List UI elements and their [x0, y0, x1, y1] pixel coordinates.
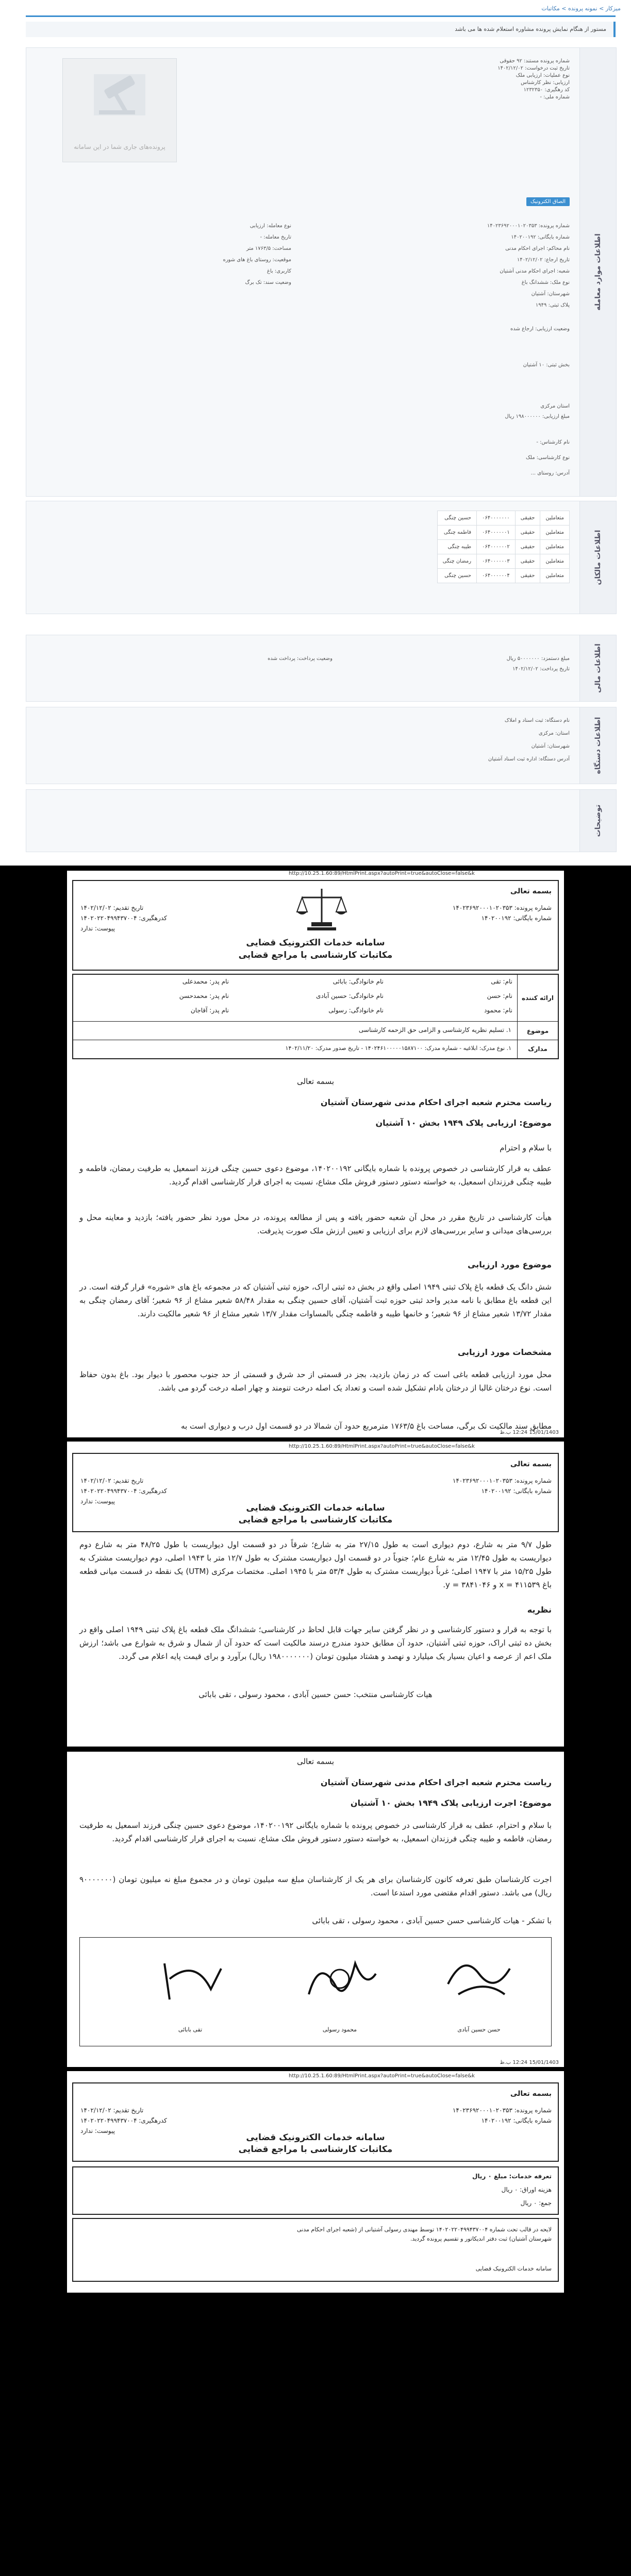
section-label: اطلاعات مالکان [579, 501, 616, 614]
case-field: شعبه: اجرای احکام مدنی آشتیان [500, 268, 570, 274]
case-field: شماره پرونده مستند: ۹۲ حقوقی [500, 58, 570, 64]
judiciary-emblem-icon [296, 886, 347, 933]
case-field: پلاک ثبتی: ۱۹۴۹ [535, 302, 570, 308]
case-field: وضعیت ارزیابی: ارجاع شده [510, 326, 570, 332]
paragraph: با توجه به قرار و دستور کارشناسی و در نظر گرفتن سایر جهات قابل لحاظ در کارشناسی؛ ششدانگ ملک قطعه باغ پلاک ثبتی ۱۹۴۹ اصلی واقع در بخش ده ثبتی اراک، حوزه ثبتی آشتیان، حدود آن مطابق حدود مندرج درسند مالکیت است که حدود آن از شمال و شرق به شوارع می باشد؛ ارزش ملک اعم از عرصه و اعیان بسیار یک میلیارد و نهصد و هشتاد میلیون تومان (۱۹۸۰۰۰۰۰۰۰ ریال) برآورد و برای قیمت پایه اعلام می گردد. [79, 1625, 552, 1661]
notes-section [26, 789, 617, 852]
table-row: متعاملین حقیقی ۰۶۴۰۰۰۰۰۰۴ حسین چنگی [437, 569, 569, 583]
web-panel [0, 0, 631, 866]
document-header: بسمه تعالی شماره پرونده: ۱۴۰۲۳۶۹۲۰۰۰۱۰۲۰۳۵۳ شماره بایگانی: ۱۴۰۲۰۰۱۹۲ تاریخ تقدیم: ۱۴۰۲/۱۲/۰۲ کدرهگیری: ۱۴۰۲۰۲۲۰۴۹۹۴۳۷۰۰۴ پیوست: ندارد سامانه خدمات الکترونیک قضایی مکاتبات کارشناسی با مراجع قضایی [72, 2082, 559, 2162]
signature-image [438, 1943, 520, 2015]
case-field: شماره پرونده: ۱۴۰۲۳۶۹۲۰۰۰۱۰۲۰۳۵۳ [487, 223, 570, 229]
case-image [62, 58, 177, 162]
paragraph: مطابق سند مالکیت تک برگی، مساحت باغ ۱۷۶۳/۵ مترمربع حدود آن شمالا در دو قسمت اول درب و دیواری است به [181, 1421, 552, 1431]
case-field: شماره ملی: - [540, 94, 570, 100]
case-field: تاریخ معامله: - [260, 234, 291, 240]
case-field: آدرس: روستای ... [530, 470, 570, 476]
section-label: اطلاعات مالی [579, 635, 616, 701]
case-field: موقعیت: روستای باغ های شوره [223, 257, 291, 263]
case-field: مساحت: ۱۷۶۳/۵ متر [246, 246, 291, 251]
financial-field: تاریخ پرداخت: ۱۴۰۲/۱۲/۰۲ [512, 666, 570, 672]
breadcrumb[interactable]: میزکار > نمونه پرونده > مکاتبات [541, 5, 621, 12]
addressee: ریاست محترم شعبه اجرای احکام مدنی شهرستان آشتیان [320, 1097, 552, 1107]
signer-name: حسن حسین آبادی [457, 2026, 501, 2033]
subject-heading: موضوع: ارزیابی پلاک ۱۹۴۹ بخش ۱۰ آشتیان [375, 1118, 552, 1128]
case-number: شماره پرونده: ۱۴۰۲۳۶۹۲۰۰۰۱۰۲۰۳۵۳ [452, 904, 552, 911]
table-row: متعاملین حقیقی ۰۶۴۰۰۰۰۰۰۲ طیبه چنگی [437, 540, 569, 554]
image-caption: پرونده‌های جاری شما در این سامانه [74, 143, 165, 150]
device-field: شهرستان: آشتیان [531, 743, 570, 749]
devices-section [26, 707, 617, 784]
case-field: نوع کارشناسی: ملک [525, 455, 570, 461]
financial-field: وضعیت پرداخت: پرداخت شده [268, 656, 333, 662]
case-field: کاربری: باغ [267, 268, 291, 274]
case-field: ارزیابی: نظر کارشناس [521, 80, 570, 86]
fee-service: تعرفه خدمات: مبلغ ۰ ریال [472, 2173, 552, 2180]
fee-total: جمع: ۰ ریال [520, 2199, 552, 2207]
documents-label: مدارک [517, 1040, 558, 1058]
paragraph: اجرت کارشناسان طبق تعرفه کانون کارشناسان برای هر یک از کارشناسان مبلغ سه میلیون تومان و در مجموع مبلغ نه میلیون تومان (۹۰۰۰۰۰۰۰ ریال) می باشد. دستور اقدام مقتضی مورد استدعا است. [79, 1875, 552, 1897]
case-field: شهرستان: آشتیان [531, 291, 570, 297]
greeting: با سلام و احترام [500, 1143, 552, 1153]
addressee: ریاست محترم شعبه اجرای احکام مدنی شهرستان آشتیان [320, 1777, 552, 1787]
tracking-code: کدرهگیری: ۱۴۰۲۰۲۲۰۴۹۹۴۳۷۰۰۴ [80, 914, 167, 922]
signer-name: محمود رسولی [322, 2026, 357, 2033]
sender-label: ارائه کننده [517, 975, 558, 1021]
case-field: استان مرکزی [540, 403, 570, 409]
print-url: http://10.25.1.60:89/HtmlPrint.aspx?autoPrint=true&autoClose=false&k [289, 1444, 475, 1449]
owners-section [26, 501, 617, 614]
fee-paper: هزینه اوراق: ۰ ریال [501, 2186, 552, 2193]
subject-label: موضوع [517, 1021, 558, 1040]
section-label: اطلاعات موارد معامله [579, 48, 616, 496]
fees-box [72, 2166, 559, 2215]
device-field: استان: مرکزی [538, 731, 570, 736]
document-page-2 [67, 1752, 564, 2293]
signature-image [298, 1943, 381, 2015]
subject-heading: موضوع: اجرت ارزیابی پلاک ۱۹۴۹ بخش ۱۰ آشتیان [350, 1798, 552, 1808]
experts-line: هیات کارشناسی منتخب: حسن حسین آبادی ، محمود رسولی ، تقی بابائی [198, 1690, 433, 1699]
case-field: مبلغ ارزیابی: ۱۹۸۰۰۰۰۰۰ ریال [505, 414, 570, 419]
top-divider [26, 15, 616, 17]
print-timestamp: 15/01/1403 12:24 ب.ظ [500, 2060, 559, 2065]
body-bismillah: بسمه تعالی [296, 1077, 335, 1086]
paragraph: شش دانگ یک قطعه باغ پلاک ثبتی ۱۹۴۹ اصلی واقع در بخش ده ثبتی اراک، حوزه ثبتی آشتیان که در مجموعه باغ های «شوره» قرار گرفته است. در این قطعه باغ مطابق با نامه مدیر واحد ثبتی حوزه ثبت آشتیان، آقای حسین چنگی به مقدار ۵۸/۴۸ شعیر مشاع از ۹۶ شعیر؛ آقای رمضان چنگی به مقدار ۱۳/۷۲ شعیر مشاع از ۹۶ شعیر؛ و خانمها طیبه و فاطمه چنگی بالمساوات مقدار ۱۳/۷ شعیر مشاع از ۹۶ شعیر مالکیت دارند. [79, 1282, 552, 1318]
case-field: نوع ملک: ششدانگ باغ [521, 280, 570, 285]
paragraph: محل مورد ارزیابی قطعه باغی است که در زمان بازدید، بجز در قسمتی از حد شرق و قسمتی از حد جنوب محصور با دیوار بود. باغ بدون حفاظ است. نوع درختان غالبا از درختان بادام تشکیل شده است و تعداد یک اصله درخت تنومند و چهار اصله درخت گردو می باشد. [79, 1370, 552, 1393]
body-bismillah: بسمه تعالی [296, 1757, 335, 1766]
paragraph: با سلام و احترام، عطف به قرار کارشناسی در خصوص پرونده با شماره بایگانی ۱۴۰۲۰۰۱۹۲، موضوع دعوی حسین چنگی فرزند اسمعیل به طرفیت رمضان، فاطمه و طیبه چنگی فرزندان اسمعیل، به خواسته دستور دستور فروش ملک مشاع، نسبت به اجرای قرار کارشناسی اقدام گردید. [79, 1821, 552, 1843]
section-heading: موضوع مورد ارزیابی [468, 1260, 552, 1269]
registration-text: لایحه در قالب تحت شماره ۱۴۰۲۰۲۲۰۴۹۹۴۳۷۰۰۴ توسط مهندی رسولی آشتیانی از (شعبه اجرای احکام مدنی شهرستان آشتیان) ثبت دفتر اندیکاتور و تقسیم پرونده گردید. [297, 2226, 552, 2242]
case-field: تاریخ ارجاع: ۱۴۰۲/۱۲/۰۲ [517, 257, 570, 263]
case-field: کد رهگیری: ۱۲۳۲۳۵۰ [523, 87, 570, 93]
table-row: متعاملین حقیقی ۰۶۴۰۰۰۰۰۰۰ حسین چنگی [437, 511, 569, 526]
section-heading: نظریه [527, 1605, 552, 1615]
section-label: توضیحات [579, 790, 616, 852]
document-item: ۱. نوع مدرک: ابلاغیه - شماره مدرک: ۱۴۰۲۴۶۱۰۰۰۰۰۱۵۸۷۱۰۰ - تاریخ صدور مدرک: ۱۴۰۲/۱۱/۲۰ [285, 1045, 511, 1052]
registration-box [72, 2218, 559, 2282]
section-heading: مشخصات مورد ارزیابی [457, 1347, 552, 1357]
paragraph: هیأت کارشناسی در تاریخ مقرر در محل آن شعبه حضور یافته و پس از مطالعه پرونده، در محل مورد نظر حضور یافته؛ بازدید و معاینه محل و بررسی‌های میدانی و سایر بررسی‌های لازم برای ارزیابی و تعیین ارزش ملک صورت پذیرفت. [79, 1213, 552, 1235]
org-title: سامانه خدمات الکترونیک قضایی [246, 938, 385, 948]
print-url: http://10.25.1.60:89/HtmlPrint.aspx?autoPrint=true&autoClose=false&k [289, 871, 475, 876]
case-field: نوع عملیات: ارزیابی ملک [516, 73, 570, 78]
info-box [72, 974, 559, 1059]
case-field: نوع معامله: ارزیابی [250, 223, 291, 229]
attachment: پیوست: ندارد [80, 925, 115, 932]
closing: با تشکر - هیات کارشناسی حسن حسین آبادی ، محمود رسولی ، تقی بابائی [312, 1916, 552, 1925]
signer-name: تقی بابائی [178, 2026, 203, 2033]
case-field: بخش ثبتی: ۱۰ آشتیان [523, 362, 570, 368]
signatures-box [79, 1937, 552, 2046]
case-field: وضعیت سند: تک برگ [245, 280, 291, 285]
device-field: آدرس دستگاه: اداره ثبت اسناد آشتیان [488, 756, 570, 762]
subject-text: ۱. تسلیم نظریه کارشناسی و الزامی حق الزحمه کارشناسی [358, 1026, 511, 1033]
financial-field: مبلغ دستمزد: ۵۰۰۰۰۰۰۰ ریال [506, 656, 570, 662]
case-field: نام کارشناس: - [536, 439, 570, 445]
notice-bar: مستور از هنگام نمایش پرونده مشاوره استعلام شده ها می باشد [26, 22, 616, 37]
submit-date: تاریخ تقدیم: ۱۴۰۲/۱۲/۰۲ [80, 904, 144, 911]
device-field: نام دستگاه: ثبت اسناد و املاک [504, 718, 570, 723]
registration-org: سامانه خدمات الکترونیک قضایی [475, 2265, 552, 2272]
case-field: نام محاکم: اجرای احکام مدنی [505, 246, 570, 251]
table-row: متعاملین حقیقی ۰۶۴۰۰۰۰۰۰۳ رمضان چنگی [437, 554, 569, 569]
paragraph: طول ۹/۷ متر به شارع، دوم دیواری است به طول ۲۷/۱۵ متر به شارع؛ شرقاً در دو قسمت اول دیواریست با طول ۴۸/۲۵ متر به شارع دوم دیواریست به طول ۱۲/۴۵ متر به شارع عام؛ جنوباً در دو قسمت اول دیواریست مشترک به طول ۱۲/۷ متر با ۱۹۴۳ اصلی، دوم دیواریست مشترک به طول ۱۵/۲۵ متر با ۱۹۴۷ اصلی؛ غرباً دیواریست مشترک به طول ۵۳/۴ متر با ۱۹۴۵ اصلی. مختصات مرکزی (UTM) یک نقطه در قسمت میانی قطعه باغ x = ۴۱۱۵۳۹ و y = ۳۸۴۱۰۴۶. [79, 1540, 552, 1589]
case-field: شماره بایگانی: ۱۴۰۲۰۰۱۹۲ [511, 234, 570, 240]
document-header: بسمه تعالی شماره پرونده: ۱۴۰۲۳۶۹۲۰۰۰۱۰۲۰۳۵۳ شماره بایگانی: ۱۴۰۲۰۰۱۹۲ تاریخ تقدیم: ۱۴۰۲/۱۲/۰۲ کدرهگیری: ۱۴۰۲۰۲۲۰۴۹۹۴۳۷۰۰۴ پیوست: ندارد سامانه خدمات الکترونیک قضایی مکاتبات کارشناسی با مراجع قضایی [72, 1453, 559, 1532]
gavel-icon [63, 59, 176, 136]
bismillah: بسمه تعالی [510, 887, 552, 895]
case-info-section [26, 47, 617, 497]
print-url: http://10.25.1.60:89/HtmlPrint.aspx?autoPrint=true&autoClose=false&k [289, 2073, 475, 2079]
print-timestamp: 15/01/1403 12:24 ب.ظ [500, 1430, 559, 1435]
case-field: تاریخ ثبت درخواست: ۱۴۰۲/۱۲/۰۲ [497, 65, 570, 71]
signature-image [149, 1943, 231, 2015]
sender-rows: نام: تقی نام خانوادگی: بابائی نام پدر: محمدعلی نام: حسن نام خانوادگی: حسین آبادی نام پدر: محمدحسن نام: محمود نام خانوادگی: رسولی نام پدر: آقاجان [73, 975, 518, 1022]
document-header [72, 880, 559, 971]
org-subtitle: مکاتبات کارشناسی با مراجع قضایی [238, 950, 393, 960]
document-page-1 [67, 871, 564, 1747]
archive-number: شماره بایگانی: ۱۴۰۲۰۰۱۹۲ [481, 914, 552, 922]
table-row: متعاملین حقیقی ۰۶۴۰۰۰۰۰۰۱ فاطمه چنگی [437, 526, 569, 540]
financial-section [26, 635, 617, 702]
owners-table [437, 511, 570, 583]
section-label: اطلاعات دستگاه [579, 707, 616, 784]
paragraph: عطف به قرار کارشناسی در خصوص پرونده با شماره بایگانی ۱۴۰۲۰۰۱۹۲، موضوع دعوی حسین چنگی فرزند اسمعیل به طرفیت رمضان، فاطمه و طیبه چنگی فرزندان اسمعیل، به خواسته دستور دستور فروش ملک مشاع، نسبت به اجرای قرار کارشناسی اقدام گردید. [79, 1164, 552, 1187]
electronic-attach-link[interactable]: الصاق الکترونیک [526, 197, 570, 206]
